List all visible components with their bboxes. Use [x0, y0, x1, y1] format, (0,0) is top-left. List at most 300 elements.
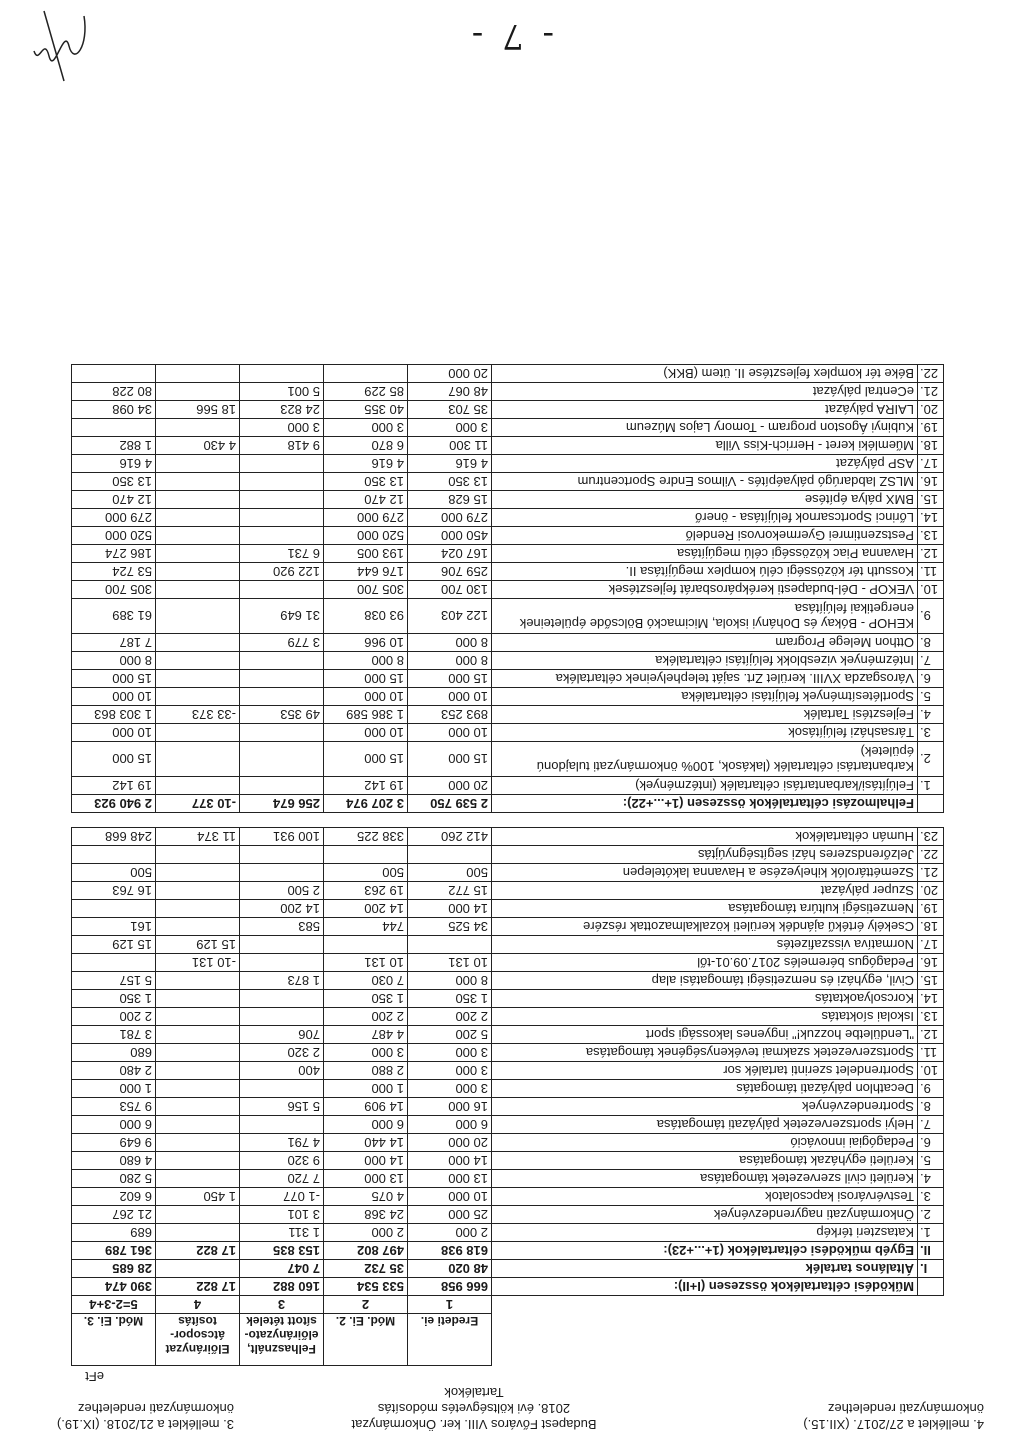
row-label: Otthon Melege Program — [492, 634, 918, 652]
value-cell-col1 — [408, 846, 492, 864]
row-label: Testvérvárosi kapcsolatok — [492, 1188, 918, 1206]
value-cell-col2: 19 142 — [324, 777, 408, 795]
row-number: 10. — [918, 1062, 944, 1080]
value-cell-col5: 186 274 — [72, 545, 156, 563]
value-cell-col4 — [156, 1026, 240, 1044]
value-cell-col4 — [156, 365, 240, 383]
value-cell-col4 — [156, 419, 240, 437]
row-number: 11. — [918, 1044, 944, 1062]
col-header-modified-2: Mód. Ei. 2. — [324, 1314, 408, 1366]
value-cell-col5: 4 616 — [72, 455, 156, 473]
value-cell-col4 — [156, 777, 240, 795]
value-cell-col2: 10 966 — [324, 634, 408, 652]
col-index-2: 2 — [324, 1296, 408, 1314]
value-cell-col3: 3 779 — [240, 634, 324, 652]
row-label: Kerületi egyházak támogatása — [492, 1152, 918, 1170]
table-row — [72, 634, 944, 652]
table-row — [72, 437, 944, 455]
value-cell-col1: 20 000 — [408, 777, 492, 795]
table-row — [72, 509, 944, 527]
row-number: 11. — [918, 563, 944, 581]
value-cell-col3 — [240, 509, 324, 527]
row-number: 10. — [918, 581, 944, 599]
value-cell-col4 — [156, 1206, 240, 1224]
row-number: 18. — [918, 918, 944, 936]
value-cell-col1: 450 000 — [408, 527, 492, 545]
value-cell-col5: 16 763 — [72, 882, 156, 900]
value-cell-col5: 305 700 — [72, 581, 156, 599]
table-row — [72, 1062, 944, 1080]
value-cell-col5: 34 098 — [72, 401, 156, 419]
row-number: 17. — [918, 936, 944, 954]
row-label: Szuper pályázat — [492, 882, 918, 900]
index-empty-label — [492, 1296, 918, 1314]
value-cell-col4 — [156, 1008, 240, 1026]
row-label: Humán céltartalékok — [492, 828, 918, 846]
value-cell-col2: 305 700 — [324, 581, 408, 599]
value-cell-col4 — [156, 652, 240, 670]
table-row — [72, 455, 944, 473]
table-row — [72, 365, 944, 383]
spacer-cell — [72, 813, 944, 828]
row-number: 14. — [918, 990, 944, 1008]
value-cell-col5: 80 228 — [72, 383, 156, 401]
value-cell-col5: 1 000 — [72, 1080, 156, 1098]
value-cell-col4: 18 566 — [156, 401, 240, 419]
value-cell-col1: 2 000 — [408, 1224, 492, 1242]
value-cell-col2: 520 000 — [324, 527, 408, 545]
row-number: 22. — [918, 365, 944, 383]
value-cell-col1: 259 706 — [408, 563, 492, 581]
value-cell-col5: 10 000 — [72, 724, 156, 742]
value-cell-col2: 744 — [324, 918, 408, 936]
value-cell-col1: 15 772 — [408, 882, 492, 900]
value-cell-col4 — [156, 1044, 240, 1062]
table-row — [72, 383, 944, 401]
row-number: 3. — [918, 1188, 944, 1206]
header-left — [803, 1400, 984, 1432]
value-cell-col5: 7 187 — [72, 634, 156, 652]
value-cell-col4 — [156, 1080, 240, 1098]
value-cell-col1: 20 000 — [408, 1134, 492, 1152]
row-number: 12. — [918, 545, 944, 563]
value-cell-col4 — [156, 864, 240, 882]
col-index-3: 3 — [240, 1296, 324, 1314]
col-index-5: 5=2-3+4 — [72, 1296, 156, 1314]
row-label: Kerületi civil szervezetek támogatása — [492, 1170, 918, 1188]
index-empty-no — [918, 1296, 944, 1314]
value-cell-col1: 8 000 — [408, 652, 492, 670]
value-cell-col4 — [156, 1152, 240, 1170]
value-cell-col4 — [156, 491, 240, 509]
value-cell-col2: 10 131 — [324, 954, 408, 972]
table-row — [72, 828, 944, 846]
value-cell-col1: 10 000 — [408, 724, 492, 742]
value-cell-col1: 2 539 750 — [408, 795, 492, 813]
row-number: 21. — [918, 383, 944, 401]
row-label: VEKOP - Dél-budapesti kerékpárosbarát fejlesztések — [492, 581, 918, 599]
value-cell-col3 — [240, 473, 324, 491]
value-cell-col1: 618 938 — [408, 1242, 492, 1260]
table-row — [72, 1098, 944, 1116]
value-cell-col4 — [156, 1062, 240, 1080]
row-label: Béke tér komplex fejlesztése II. ütem (BKK) — [492, 365, 918, 383]
value-cell-col1: 13 000 — [408, 1170, 492, 1188]
row-label: Szeméttárolók kihelyezése a Havanna lakótelepen — [492, 864, 918, 882]
row-number: 7. — [918, 652, 944, 670]
header-empty-label — [492, 1314, 918, 1366]
value-cell-col2: 40 355 — [324, 401, 408, 419]
row-number: 8. — [918, 1098, 944, 1116]
value-cell-col5: 19 142 — [72, 777, 156, 795]
table-row — [72, 1188, 944, 1206]
row-label: Nemzetiségi kultúra támogatása — [492, 900, 918, 918]
value-cell-col3: 7 047 — [240, 1260, 324, 1278]
value-cell-col3: 6 731 — [240, 545, 324, 563]
row-number: 16. — [918, 473, 944, 491]
value-cell-col3 — [240, 527, 324, 545]
value-cell-col5: 279 000 — [72, 509, 156, 527]
value-cell-col3: 14 200 — [240, 900, 324, 918]
value-cell-col5: 15 000 — [72, 742, 156, 777]
value-cell-col4: 15 129 — [156, 936, 240, 954]
value-cell-col5: 5 157 — [72, 972, 156, 990]
value-cell-col3 — [240, 954, 324, 972]
value-cell-col1: 34 525 — [408, 918, 492, 936]
value-cell-col4 — [156, 1098, 240, 1116]
value-cell-col2: 497 802 — [324, 1242, 408, 1260]
table-row — [72, 401, 944, 419]
table-row — [72, 936, 944, 954]
row-number: 13. — [918, 1008, 944, 1026]
value-cell-col4: -10 377 — [156, 795, 240, 813]
value-cell-col3: 31 649 — [240, 599, 324, 634]
row-label: Normatíva visszafizetés — [492, 936, 918, 954]
value-cell-col1: 8 000 — [408, 972, 492, 990]
row-label: Városgazda XVIII. kerület Zrt. saját telephelyeinek céltartaléka — [492, 670, 918, 688]
col-header-original: Eredeti ei. — [408, 1314, 492, 1366]
value-cell-col5: 680 — [72, 1044, 156, 1062]
value-cell-col5: 5 280 — [72, 1170, 156, 1188]
value-cell-col1: 3 000 — [408, 419, 492, 437]
value-cell-col3 — [240, 864, 324, 882]
value-cell-col3: 1 311 — [240, 1224, 324, 1242]
col-index-1: 1 — [408, 1296, 492, 1314]
value-cell-col1: 412 260 — [408, 828, 492, 846]
table-row — [72, 1170, 944, 1188]
row-number: II. — [918, 1242, 944, 1260]
row-number: 3. — [918, 724, 944, 742]
header-left-line2: önkormányzati rendelethez — [827, 1401, 984, 1416]
row-label: Havanna Piac közösségi célú megújítása — [492, 545, 918, 563]
value-cell-col2: 7 030 — [324, 972, 408, 990]
value-cell-col2: 6 870 — [324, 437, 408, 455]
value-cell-col5: 6 602 — [72, 1188, 156, 1206]
value-cell-col3: 1 873 — [240, 972, 324, 990]
value-cell-col5: 15 000 — [72, 670, 156, 688]
value-cell-col2: 35 732 — [324, 1260, 408, 1278]
header-right-line2: önkormányzati rendelethez — [77, 1401, 234, 1416]
value-cell-col2: 14 200 — [324, 900, 408, 918]
value-cell-col1 — [408, 936, 492, 954]
value-cell-col5: 15 129 — [72, 936, 156, 954]
row-label: Karbantartási céltartalék (lakások, 100% önkormányzati tulajdonú épületek) — [492, 742, 918, 777]
value-cell-col5: 248 668 — [72, 828, 156, 846]
value-cell-col5: 361 789 — [72, 1242, 156, 1260]
value-cell-col3: 5 001 — [240, 383, 324, 401]
row-number: 16. — [918, 954, 944, 972]
row-label: Pedagógiai innováció — [492, 1134, 918, 1152]
value-cell-col2: 279 000 — [324, 509, 408, 527]
row-label: Intézmények vizesblokk felújítási céltartaléka — [492, 652, 918, 670]
row-label: Jelzőrendszeres házi segítségnyújtás — [492, 846, 918, 864]
header-center — [319, 1384, 629, 1432]
row-number: 5. — [918, 688, 944, 706]
row-number: 1. — [918, 1224, 944, 1242]
value-cell-col1: 500 — [408, 864, 492, 882]
row-number: 9. — [918, 1080, 944, 1098]
row-label: Sportrendezvények — [492, 1098, 918, 1116]
value-cell-col1: 666 958 — [408, 1278, 492, 1296]
value-cell-col3 — [240, 455, 324, 473]
table-row — [72, 990, 944, 1008]
row-number: 7. — [918, 1116, 944, 1134]
value-cell-col3: 706 — [240, 1026, 324, 1044]
value-cell-col2: 14 000 — [324, 1152, 408, 1170]
value-cell-col5: 1 350 — [72, 990, 156, 1008]
value-cell-col2: 12 470 — [324, 491, 408, 509]
row-label: Felújítási/karbantartási céltartalék (intézmények) — [492, 777, 918, 795]
row-number — [918, 1278, 944, 1296]
row-label: eCentral pályázat — [492, 383, 918, 401]
value-cell-col3 — [240, 581, 324, 599]
table-row — [72, 972, 944, 990]
value-cell-col2: 15 000 — [324, 742, 408, 777]
value-cell-col4 — [156, 545, 240, 563]
header-right-line1: 3. melléklet a 21/2018. (IX.19.) — [56, 1417, 234, 1432]
value-cell-col3: 583 — [240, 918, 324, 936]
value-cell-col2: 4 487 — [324, 1026, 408, 1044]
value-cell-col4: 17 822 — [156, 1242, 240, 1260]
row-number: 20. — [918, 401, 944, 419]
table-row — [72, 742, 944, 777]
value-cell-col2: 15 000 — [324, 670, 408, 688]
value-cell-col5: 3 781 — [72, 1026, 156, 1044]
value-cell-col4 — [156, 455, 240, 473]
value-cell-col4 — [156, 670, 240, 688]
row-number: 22. — [918, 846, 944, 864]
row-number: I. — [918, 1260, 944, 1278]
row-label: Pedagógus béremelés 2017.09.01-től — [492, 954, 918, 972]
value-cell-col5: 61 389 — [72, 599, 156, 634]
value-cell-col3 — [240, 724, 324, 742]
value-cell-col1: 15 000 — [408, 742, 492, 777]
table-row — [72, 954, 944, 972]
row-label: Társasházi felújítások — [492, 724, 918, 742]
value-cell-col3 — [240, 365, 324, 383]
value-cell-col1: 167 024 — [408, 545, 492, 563]
value-cell-col2: 4 075 — [324, 1188, 408, 1206]
value-cell-col4: 1 450 — [156, 1188, 240, 1206]
table-row — [72, 724, 944, 742]
table-row — [72, 1026, 944, 1044]
value-cell-col5: 10 000 — [72, 688, 156, 706]
value-cell-col1: 14 000 — [408, 1152, 492, 1170]
row-number: 17. — [918, 455, 944, 473]
value-cell-col4 — [156, 1170, 240, 1188]
value-cell-col5: 2 480 — [72, 1062, 156, 1080]
value-cell-col4 — [156, 882, 240, 900]
value-cell-col4 — [156, 581, 240, 599]
value-cell-col5: 6 000 — [72, 1116, 156, 1134]
row-number: 13. — [918, 527, 944, 545]
value-cell-col3 — [240, 1116, 324, 1134]
value-cell-col4 — [156, 473, 240, 491]
row-label: Általános tartalék — [492, 1260, 918, 1278]
value-cell-col2 — [324, 936, 408, 954]
value-cell-col3: 153 835 — [240, 1242, 324, 1260]
reserves-table — [71, 364, 944, 1366]
row-number — [918, 795, 944, 813]
value-cell-col2 — [324, 365, 408, 383]
value-cell-col1: 11 300 — [408, 437, 492, 455]
value-cell-col3 — [240, 936, 324, 954]
value-cell-col4 — [156, 742, 240, 777]
value-cell-col4 — [156, 990, 240, 1008]
value-cell-col5: 9 649 — [72, 1134, 156, 1152]
table-row — [72, 846, 944, 864]
value-cell-col2: 93 038 — [324, 599, 408, 634]
row-number: 20. — [918, 882, 944, 900]
col-header-modified-3: Mód. Ei. 3. — [72, 1314, 156, 1366]
table-row — [72, 563, 944, 581]
value-cell-col3: 9 320 — [240, 1152, 324, 1170]
value-cell-col1: 3 000 — [408, 1044, 492, 1062]
value-cell-col3 — [240, 742, 324, 777]
value-cell-col2: 2 000 — [324, 1224, 408, 1242]
row-label: Önkormányzati nagyrendezvények — [492, 1206, 918, 1224]
value-cell-col1: 130 700 — [408, 581, 492, 599]
value-cell-col5: 21 267 — [72, 1206, 156, 1224]
table-row — [72, 777, 944, 795]
row-label: BMX pálya építése — [492, 491, 918, 509]
row-number: 12. — [918, 1026, 944, 1044]
row-number: 15. — [918, 972, 944, 990]
value-cell-col2: 533 534 — [324, 1278, 408, 1296]
table-row — [72, 1008, 944, 1026]
value-cell-col5: 1 882 — [72, 437, 156, 455]
value-cell-col5 — [72, 365, 156, 383]
value-cell-col5 — [72, 846, 156, 864]
value-cell-col2: 10 000 — [324, 688, 408, 706]
value-cell-col4: 17 822 — [156, 1278, 240, 1296]
value-cell-col1: 14 000 — [408, 900, 492, 918]
value-cell-col3 — [240, 990, 324, 1008]
row-label: KEHOP - Bókay és Dohányi iskola, Micimackó Bölcsőde épületeinek energetikai felújítása — [492, 599, 918, 634]
value-cell-col3: 3 101 — [240, 1206, 324, 1224]
row-label: Pestszentimrei Gyermekorvosi Rendelő — [492, 527, 918, 545]
value-cell-col1: 6 000 — [408, 1116, 492, 1134]
table-row — [72, 1278, 944, 1296]
header-center-line2: 2018. évi költségvetés módosítás — [377, 1401, 571, 1416]
value-cell-col3: 9 418 — [240, 437, 324, 455]
value-cell-col3: 24 823 — [240, 401, 324, 419]
value-cell-col5: 1 303 863 — [72, 706, 156, 724]
value-cell-col3: 2 500 — [240, 882, 324, 900]
table-row — [72, 1242, 944, 1260]
table-row — [72, 1080, 944, 1098]
value-cell-col3: 160 882 — [240, 1278, 324, 1296]
row-label: Kataszteri térkép — [492, 1224, 918, 1242]
table-row — [72, 491, 944, 509]
row-number: 4. — [918, 706, 944, 724]
value-cell-col3 — [240, 1008, 324, 1026]
value-cell-col4: 4 430 — [156, 437, 240, 455]
row-label: MLSZ labdarúgó pályaépítés - Vilmos Endre Sportcentrum — [492, 473, 918, 491]
value-cell-col4 — [156, 1260, 240, 1278]
value-cell-col1: 15 000 — [408, 670, 492, 688]
row-number: 6. — [918, 670, 944, 688]
value-cell-col5 — [72, 954, 156, 972]
value-cell-col2: 24 368 — [324, 1206, 408, 1224]
table-row — [72, 1224, 944, 1242]
value-cell-col2: 1 350 — [324, 990, 408, 1008]
value-cell-col2: 4 616 — [324, 455, 408, 473]
row-number: 19. — [918, 900, 944, 918]
table-row — [72, 795, 944, 813]
row-label: Kubinyi Ágoston program - Tomory Lajos Múzeum — [492, 419, 918, 437]
row-number: 18. — [918, 437, 944, 455]
value-cell-col1: 1 350 — [408, 990, 492, 1008]
row-number: 2. — [918, 1206, 944, 1224]
value-cell-col2: 1 386 589 — [324, 706, 408, 724]
value-cell-col1: 48 067 — [408, 383, 492, 401]
table-row — [72, 1044, 944, 1062]
value-cell-col5: 4 680 — [72, 1152, 156, 1170]
value-cell-col4: -33 373 — [156, 706, 240, 724]
value-cell-col1: 20 000 — [408, 365, 492, 383]
value-cell-col3 — [240, 652, 324, 670]
value-cell-col5: 520 000 — [72, 527, 156, 545]
value-cell-col2: 2 880 — [324, 1062, 408, 1080]
value-cell-col3: 256 674 — [240, 795, 324, 813]
table-row — [72, 545, 944, 563]
row-number: 14. — [918, 509, 944, 527]
col-header-transfer: Előirányzat átcsopor-tosítás — [156, 1314, 240, 1366]
value-cell-col4: 11 374 — [156, 828, 240, 846]
row-label: Felhalmozási céltartalékok összesen (1+...+22): — [492, 795, 918, 813]
value-cell-col4 — [156, 918, 240, 936]
value-cell-col1: 893 253 — [408, 706, 492, 724]
value-cell-col5: 28 685 — [72, 1260, 156, 1278]
value-cell-col1: 3 000 — [408, 1080, 492, 1098]
table-row — [72, 688, 944, 706]
value-cell-col3 — [240, 491, 324, 509]
value-cell-col4 — [156, 563, 240, 581]
value-cell-col5: 12 470 — [72, 491, 156, 509]
value-cell-col3: 100 931 — [240, 828, 324, 846]
value-cell-col1: 8 000 — [408, 634, 492, 652]
row-label: Decathlon pályázati támogatás — [492, 1080, 918, 1098]
table-row — [72, 918, 944, 936]
value-cell-col4 — [156, 972, 240, 990]
row-number: 8. — [918, 634, 944, 652]
value-cell-col1: 16 000 — [408, 1098, 492, 1116]
value-cell-col1: 25 000 — [408, 1206, 492, 1224]
table-row — [72, 581, 944, 599]
value-cell-col3: -1 077 — [240, 1188, 324, 1206]
row-label: Iskolai síoktatás — [492, 1008, 918, 1026]
